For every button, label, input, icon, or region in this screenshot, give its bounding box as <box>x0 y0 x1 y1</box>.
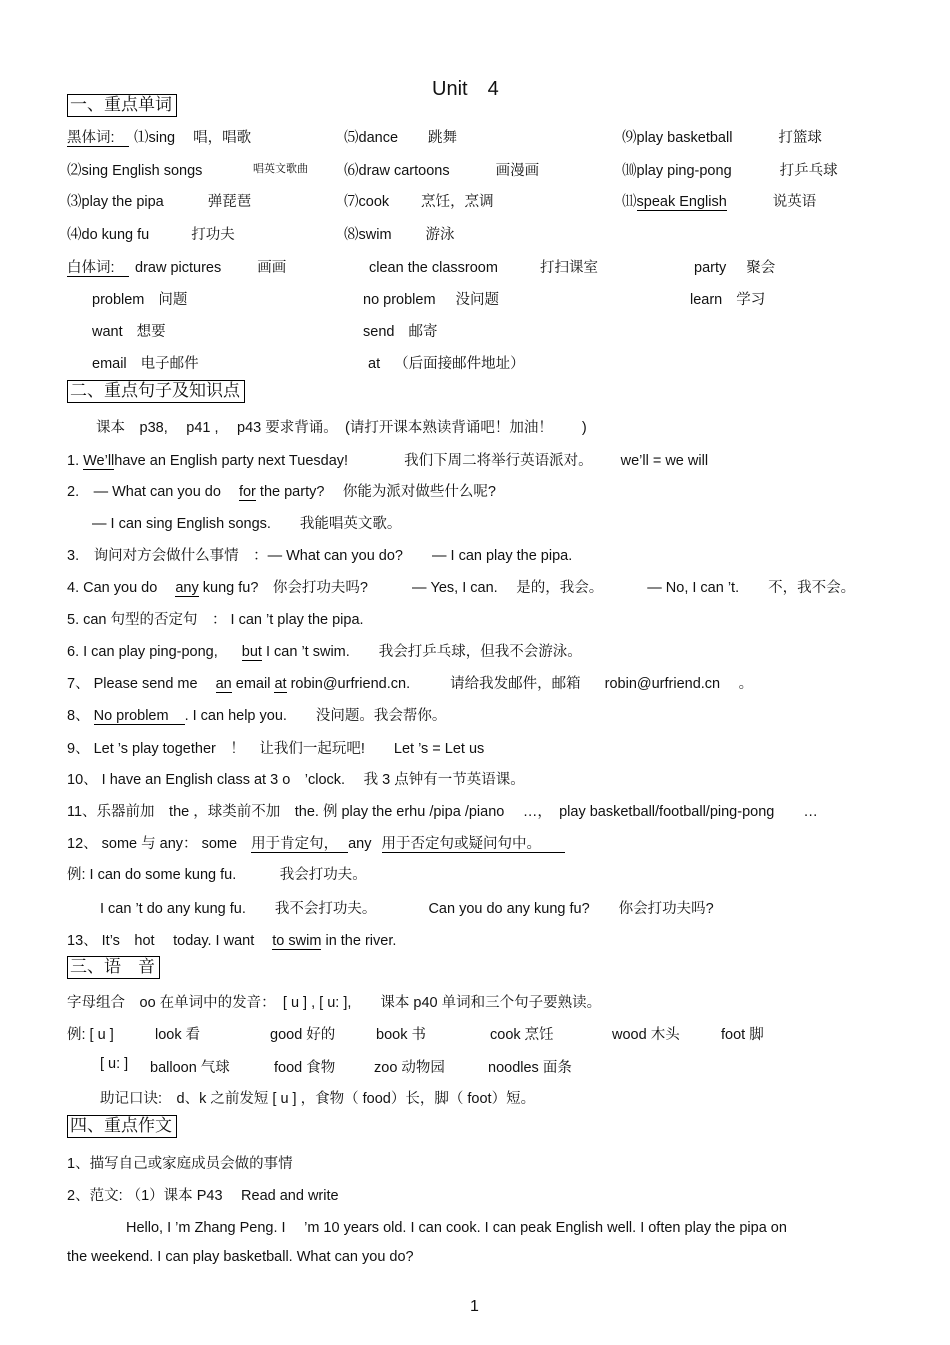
page-title: Unit 4 <box>432 78 499 100</box>
word-entry: ⑸dance 跳舞 <box>344 130 458 146</box>
recite-note: 课本 p38, p41 , p43 要求背诵。 (请打开课本熟读背诵吧！加油！ ) <box>96 420 587 436</box>
sentence-line: — I can sing English songs. 我能唱英文歌。 <box>92 516 402 532</box>
word-entry: email 电子邮件 <box>92 356 199 372</box>
sentence-line: 8、 No problem . I can help you. 没问题。我会帮你。 <box>67 708 447 724</box>
sentence-line: I can ’t do any kung fu. 我不会打功夫。 Can you do any kung fu? 你会打功夫吗? <box>100 901 714 917</box>
sentence-line: 2. — What can you do for the party? 你能为派对做些什么呢? <box>67 484 496 500</box>
sentence-line: 13、 It’s hot today. I want to swim in the river. <box>67 933 397 949</box>
phonics-example: noodles 面条 <box>488 1060 572 1076</box>
word-entry: clean the classroom 打扫课室 <box>369 260 598 276</box>
mnemonic: 助记口诀: d、k 之前发短 [ u ] ，食物（ food）长，脚（ foot）短。 <box>100 1091 536 1107</box>
phonics-rule: 字母组合 oo 在单词中的发音： [ u ] , [ u: ], 课本 p40 单词和三个句子要熟读。 <box>67 995 602 1011</box>
phonics-example: cook 烹饪 <box>490 1027 554 1043</box>
word-entry: send 邮寄 <box>363 324 438 340</box>
phonics-example: balloon 气球 <box>150 1060 230 1076</box>
sentence-line: 5. can 句型的否定句 ： I can ’t play the pipa. <box>67 612 364 628</box>
word-entry: draw pictures 画画 <box>135 260 287 276</box>
word-entry: party 聚会 <box>694 260 776 276</box>
word-entry: at （后面接邮件地址） <box>368 356 525 372</box>
essay-text: the weekend. I can play basketball. What can you do? <box>67 1249 414 1265</box>
word-entry: ⑻swim 游泳 <box>344 227 455 243</box>
word-entry: ⑾speak English 说英语 <box>622 194 817 210</box>
section-heading-phonics: 三、语 音 <box>67 956 160 979</box>
word-entry: ⑺cook 烹饪，烹调 <box>344 194 494 210</box>
sentence-line: 9、 Let ’s play together ！ 让我们一起玩吧! Let ’s = Let us <box>67 741 485 757</box>
section-heading-key-words: 一、重点单词 <box>67 94 177 117</box>
word-entry: want 想要 <box>92 324 166 340</box>
phonics-example: look 看 <box>155 1027 201 1043</box>
sentence-line: 11、乐器前加 the ，球类前不加 the. 例 play the erhu /pipa /piano …， play basketball/football/ping-pong … <box>67 804 818 820</box>
section-heading-essay: 四、重点作文 <box>67 1115 177 1138</box>
word-entry: ⑵sing English songs <box>67 163 203 179</box>
word-entry: ⑽play ping-pong 打乒乓球 <box>622 163 838 179</box>
word-entry: ⑼play basketball 打篮球 <box>622 130 822 146</box>
essay-text: Hello, I ’m Zhang Peng. I ’m 10 years old. I can cook. I can peak English well. I often play the pipa on <box>126 1220 787 1236</box>
word-entry: ⑷do kung fu 打功夫 <box>67 227 235 243</box>
phonics-example: book 书 <box>376 1027 426 1043</box>
sentence-line: 3. 询问对方会做什么事情 ：— What can you do? — I can play the pipa. <box>67 548 573 564</box>
white-words-label: 白体词: <box>67 256 129 277</box>
sentence-line: 4. Can you do any kung fu? 你会打功夫吗? — Yes, I can. 是的，我会。 — No, I can ’t. 不，我不会。 <box>67 580 856 596</box>
phonics-example-label: 例: [ u ] <box>67 1027 114 1043</box>
phonics-example: zoo 动物园 <box>374 1060 445 1076</box>
word-entry: ⑴sing 唱，唱歌 <box>134 130 252 146</box>
phonics-example-label: [ u: ] <box>100 1056 129 1072</box>
word-entry: ⑹draw cartoons 画漫画 <box>344 163 540 179</box>
phonics-example: good 好的 <box>270 1027 336 1043</box>
word-entry: no problem 没问题 <box>363 292 500 308</box>
phonics-example: food 食物 <box>274 1060 336 1076</box>
sentence-line: 10、 I have an English class at 3 o ’clock. 我 3 点钟有一节英语课。 <box>67 772 525 788</box>
sentence-line: 6. I can play ping-pong, but I can ’t swim. 我会打乒乓球，但我不会游泳。 <box>67 644 582 660</box>
bold-words-label: 黑体词: <box>67 126 129 147</box>
sentence-line: 7、 Please send me an email at robin@urfriend.cn. 请给我发邮件，邮箱 robin@urfriend.cn 。 <box>67 676 754 692</box>
sentence-line: 1. We’llhave an English party next Tuesday! 我们下周二将举行英语派对。 we’ll = we will <box>67 453 709 469</box>
section-heading-key-sentences: 二、重点句子及知识点 <box>67 380 245 403</box>
sentence-line: 12、 some 与 any： some 用于肯定句， any 用于否定句或疑问句中。 <box>67 832 565 853</box>
word-meaning: 唱英文歌曲 <box>253 163 308 175</box>
word-entry: learn 学习 <box>690 292 766 308</box>
phonics-example: foot 脚 <box>721 1027 764 1043</box>
essay-item: 1、描写自己或家庭成员会做的事情 <box>67 1156 293 1172</box>
page-number: 1 <box>470 1298 479 1315</box>
phonics-example: wood 木头 <box>612 1027 680 1043</box>
sentence-line: 例: I can do some kung fu. 我会打功夫。 <box>67 867 367 883</box>
essay-item: 2、范文: （1）课本 P43 Read and write <box>67 1188 339 1204</box>
word-entry: ⑶play the pipa 弹琵琶 <box>67 194 252 210</box>
word-entry: problem 问题 <box>92 292 188 308</box>
